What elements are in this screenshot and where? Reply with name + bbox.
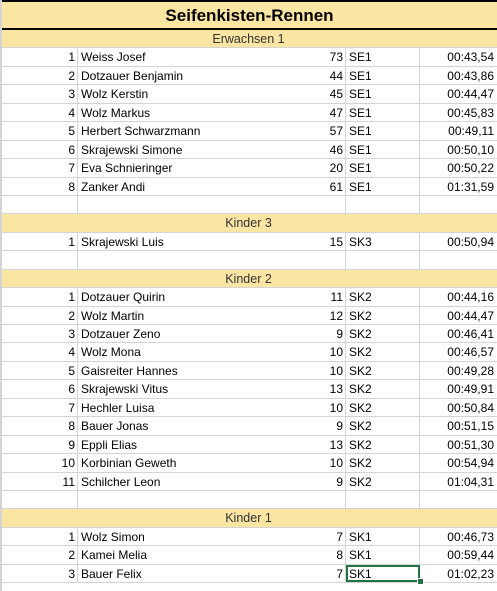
group-header-row[interactable] bbox=[0, 30, 497, 48]
racer-name: Herbert Schwarzmann bbox=[81, 124, 201, 139]
start-number: 11 bbox=[330, 290, 343, 305]
table-row bbox=[0, 85, 497, 103]
rank-cell[interactable]: 2 bbox=[0, 67, 78, 84]
empty-cell[interactable] bbox=[0, 491, 78, 508]
racer-name: Zanker Andi bbox=[81, 179, 146, 194]
category-cell[interactable]: SE1 bbox=[346, 122, 420, 139]
name-number-cell[interactable] bbox=[78, 122, 346, 139]
racer-name: Skrajewski Vitus bbox=[81, 382, 169, 397]
racer-name: Schilcher Leon bbox=[81, 474, 161, 489]
rank-cell[interactable]: 1 bbox=[0, 48, 78, 65]
table-row bbox=[0, 473, 497, 491]
group-header-label: Erwachsen 1 bbox=[212, 32, 285, 46]
category-cell[interactable]: SK1 bbox=[346, 546, 420, 563]
start-number: 61 bbox=[329, 179, 343, 194]
start-number: 47 bbox=[329, 105, 343, 120]
time-cell[interactable]: 00:46,57 bbox=[447, 345, 494, 360]
table-row bbox=[0, 159, 497, 177]
empty-cell[interactable] bbox=[420, 251, 497, 268]
racer-name: Dotzauer Zeno bbox=[81, 327, 161, 341]
time-cell[interactable]: 00:50,22 bbox=[447, 161, 494, 176]
group-header-label: Kinder 2 bbox=[225, 271, 272, 286]
racer-name: Dotzauer Quirin bbox=[81, 290, 166, 305]
table-row bbox=[0, 417, 497, 435]
category-cell[interactable]: SE1 bbox=[346, 48, 420, 65]
start-number: 7 bbox=[336, 566, 343, 581]
empty-cell[interactable] bbox=[0, 251, 78, 268]
sheet-title-row[interactable] bbox=[0, 0, 497, 30]
time-cell[interactable]: 00:46,41 bbox=[447, 327, 494, 341]
name-number-cell[interactable] bbox=[78, 159, 346, 176]
category-cell[interactable]: SK1 bbox=[346, 528, 420, 545]
name-number-cell[interactable] bbox=[78, 307, 346, 324]
name-number-cell[interactable] bbox=[78, 343, 346, 360]
time-cell[interactable]: 00:49,91 bbox=[447, 382, 494, 397]
rank-cell[interactable]: 3 bbox=[0, 565, 78, 582]
table-row bbox=[0, 380, 497, 398]
time-cell[interactable]: 00:51,15 bbox=[447, 419, 494, 434]
start-number: 10 bbox=[329, 363, 343, 378]
name-number-cell[interactable] bbox=[78, 417, 346, 434]
fill-handle[interactable] bbox=[417, 578, 424, 585]
name-number-cell[interactable] bbox=[78, 380, 346, 397]
time-cell[interactable]: 00:49,28 bbox=[447, 363, 494, 378]
rank-cell[interactable]: 5 bbox=[0, 122, 78, 139]
category-cell[interactable]: SK2 bbox=[346, 454, 420, 471]
category-cell[interactable]: SK2 bbox=[346, 325, 420, 342]
name-number-cell[interactable] bbox=[78, 288, 346, 305]
rank-cell[interactable]: 4 bbox=[0, 104, 78, 121]
name-number-cell[interactable] bbox=[78, 141, 346, 158]
rank-cell[interactable]: 5 bbox=[0, 362, 78, 379]
time-cell[interactable]: 00:50,94 bbox=[447, 234, 494, 249]
time-cell[interactable]: 00:44,47 bbox=[447, 308, 494, 323]
start-number: 46 bbox=[329, 142, 343, 157]
racer-name: Hechler Luisa bbox=[81, 400, 155, 415]
category-cell[interactable]: SK3 bbox=[346, 233, 420, 250]
name-number-cell[interactable] bbox=[78, 473, 346, 490]
category-cell[interactable]: SE1 bbox=[346, 85, 420, 102]
racer-name: Wolz Markus bbox=[81, 105, 151, 120]
rank-cell[interactable]: 3 bbox=[0, 85, 78, 102]
table-row bbox=[0, 288, 497, 306]
table-row bbox=[0, 178, 497, 196]
time-cell[interactable]: 00:44,47 bbox=[447, 87, 494, 102]
empty-row bbox=[0, 196, 497, 214]
group-header-label: Kinder 1 bbox=[225, 511, 272, 526]
time-cell[interactable]: 00:54,94 bbox=[447, 456, 494, 471]
selected-category-cell[interactable]: SK1 bbox=[346, 565, 420, 582]
time-cell[interactable]: 01:31,59 bbox=[447, 179, 494, 194]
empty-cell[interactable] bbox=[346, 196, 420, 213]
rank-cell[interactable]: 6 bbox=[0, 380, 78, 397]
category-cell[interactable]: SE1 bbox=[346, 67, 420, 84]
table-row bbox=[0, 325, 497, 343]
name-number-cell[interactable] bbox=[78, 325, 346, 342]
table-row bbox=[0, 528, 497, 546]
category-cell[interactable]: SE1 bbox=[346, 178, 420, 195]
racer-name: Weiss Josef bbox=[81, 50, 146, 65]
rank-cell[interactable]: 1 bbox=[0, 233, 78, 250]
start-number: 20 bbox=[329, 161, 343, 176]
start-number: 7 bbox=[336, 529, 343, 544]
empty-row bbox=[0, 491, 497, 509]
rank-cell[interactable]: 7 bbox=[0, 159, 78, 176]
time-cell[interactable]: 01:04,31 bbox=[447, 474, 494, 489]
category-cell[interactable]: SK2 bbox=[346, 343, 420, 360]
name-number-cell[interactable] bbox=[78, 546, 346, 563]
rank-cell[interactable]: 11 bbox=[0, 473, 78, 490]
group-header-row[interactable] bbox=[0, 214, 497, 232]
start-number: 9 bbox=[336, 419, 343, 434]
category-cell[interactable]: SE1 bbox=[346, 104, 420, 121]
time-cell[interactable]: 00:43,54 bbox=[447, 50, 494, 65]
table-row bbox=[0, 141, 497, 159]
racer-name: Skrajewski Luis bbox=[81, 234, 164, 249]
racer-name: Wolz Mona bbox=[81, 345, 141, 360]
empty-cell[interactable] bbox=[78, 251, 346, 268]
racer-name: Eppli Elias bbox=[81, 437, 138, 452]
rank-cell[interactable]: 1 bbox=[0, 288, 78, 305]
time-cell[interactable]: 00:44,16 bbox=[447, 290, 494, 305]
table-row bbox=[0, 67, 497, 85]
empty-cell[interactable] bbox=[346, 491, 420, 508]
racer-name: Kamei Melia bbox=[81, 548, 148, 563]
name-number-cell[interactable] bbox=[78, 436, 346, 453]
empty-cell[interactable] bbox=[78, 491, 346, 508]
name-number-cell[interactable] bbox=[78, 178, 346, 195]
name-number-cell[interactable] bbox=[78, 233, 346, 250]
start-number: 73 bbox=[329, 50, 343, 65]
racer-name: Bauer Jonas bbox=[81, 419, 149, 434]
time-cell[interactable]: 00:46,73 bbox=[447, 529, 494, 544]
start-number: 10 bbox=[329, 345, 343, 360]
start-number: 10 bbox=[329, 400, 343, 415]
name-number-cell[interactable] bbox=[78, 48, 346, 65]
start-number: 13 bbox=[329, 382, 343, 397]
table-row bbox=[0, 233, 497, 251]
empty-cell[interactable] bbox=[0, 196, 78, 213]
name-number-cell[interactable] bbox=[78, 362, 346, 379]
time-cell[interactable]: 00:49,11 bbox=[448, 124, 494, 139]
category-cell[interactable]: SE1 bbox=[346, 159, 420, 176]
table-row bbox=[0, 343, 497, 361]
rank-cell[interactable]: 1 bbox=[0, 528, 78, 545]
rank-cell[interactable]: 8 bbox=[0, 417, 78, 434]
rank-cell[interactable]: 4 bbox=[0, 343, 78, 360]
table-row bbox=[0, 565, 497, 583]
start-number: 8 bbox=[336, 548, 343, 563]
table-row bbox=[0, 48, 497, 66]
time-cell[interactable]: 01:02,23 bbox=[447, 566, 494, 581]
racer-name: Dotzauer Benjamin bbox=[81, 68, 184, 83]
rank-cell[interactable]: 3 bbox=[0, 325, 78, 342]
rank-cell[interactable]: 2 bbox=[0, 307, 78, 324]
empty-cell[interactable] bbox=[420, 491, 497, 508]
table-row bbox=[0, 122, 497, 140]
table-row bbox=[0, 362, 497, 380]
rank-cell[interactable]: 9 bbox=[0, 436, 78, 453]
racer-name: Skrajewski Simone bbox=[81, 142, 183, 157]
name-number-cell[interactable] bbox=[78, 85, 346, 102]
table-row bbox=[0, 436, 497, 454]
table-row bbox=[0, 104, 497, 122]
time-cell[interactable]: 00:45,83 bbox=[447, 105, 494, 120]
sheet-title: Seifenkisten-Rennen bbox=[165, 6, 334, 25]
category-cell[interactable]: SK2 bbox=[346, 362, 420, 379]
category-cell[interactable]: SK2 bbox=[346, 307, 420, 324]
racer-name: Eva Schnieringer bbox=[81, 161, 173, 176]
time-cell[interactable]: 00:50,84 bbox=[447, 400, 494, 415]
racer-name: Korbinian Geweth bbox=[81, 456, 177, 471]
name-number-cell[interactable] bbox=[78, 399, 346, 416]
table-row bbox=[0, 454, 497, 472]
start-number: 57 bbox=[329, 124, 343, 139]
category-cell[interactable]: SK2 bbox=[346, 380, 420, 397]
empty-cell[interactable] bbox=[346, 251, 420, 268]
category-cell[interactable]: SK2 bbox=[346, 436, 420, 453]
table-row bbox=[0, 307, 497, 325]
group-header-label: Kinder 3 bbox=[225, 216, 272, 231]
start-number: 9 bbox=[336, 474, 343, 489]
empty-row bbox=[0, 251, 497, 269]
name-number-cell[interactable] bbox=[78, 565, 346, 582]
table-row bbox=[0, 399, 497, 417]
racer-name: Bauer Felix bbox=[81, 566, 142, 581]
sheet-body bbox=[0, 30, 497, 583]
start-number: 9 bbox=[336, 327, 343, 341]
empty-cell[interactable] bbox=[78, 196, 346, 213]
rank-cell[interactable]: 2 bbox=[0, 546, 78, 563]
racer-name: Wolz Kerstin bbox=[81, 87, 149, 102]
category-cell[interactable]: SK2 bbox=[346, 417, 420, 434]
start-number: 10 bbox=[329, 456, 343, 471]
category-cell[interactable]: SK2 bbox=[346, 473, 420, 490]
racer-name: Wolz Simon bbox=[81, 529, 145, 544]
rank-cell[interactable]: 8 bbox=[0, 178, 78, 195]
group-header-row[interactable] bbox=[0, 270, 497, 288]
category-cell[interactable]: SK2 bbox=[346, 288, 420, 305]
group-header-row[interactable] bbox=[0, 509, 497, 527]
name-number-cell[interactable] bbox=[78, 104, 346, 121]
rank-cell[interactable]: 10 bbox=[0, 454, 78, 471]
start-number: 45 bbox=[329, 87, 343, 102]
time-cell[interactable]: 00:43,86 bbox=[447, 68, 494, 83]
empty-cell[interactable] bbox=[420, 196, 497, 213]
table-row bbox=[0, 546, 497, 564]
start-number: 44 bbox=[329, 68, 343, 83]
start-number: 12 bbox=[329, 308, 343, 323]
category-cell[interactable]: SE1 bbox=[346, 141, 420, 158]
racer-name: Wolz Martin bbox=[81, 308, 145, 323]
left-edge bbox=[0, 0, 2, 591]
name-number-cell[interactable] bbox=[78, 67, 346, 84]
rank-cell[interactable]: 6 bbox=[0, 141, 78, 158]
start-number: 13 bbox=[329, 437, 343, 452]
racer-name: Gaisreiter Hannes bbox=[81, 363, 178, 378]
start-number: 15 bbox=[329, 234, 343, 249]
time-cell[interactable]: 00:51,30 bbox=[447, 437, 494, 452]
time-cell[interactable]: 00:50,10 bbox=[447, 142, 494, 157]
name-number-cell[interactable] bbox=[78, 528, 346, 545]
rank-cell[interactable]: 7 bbox=[0, 399, 78, 416]
category-cell[interactable]: SK2 bbox=[346, 399, 420, 416]
name-number-cell[interactable] bbox=[78, 454, 346, 471]
time-cell[interactable]: 00:59,44 bbox=[447, 548, 494, 563]
